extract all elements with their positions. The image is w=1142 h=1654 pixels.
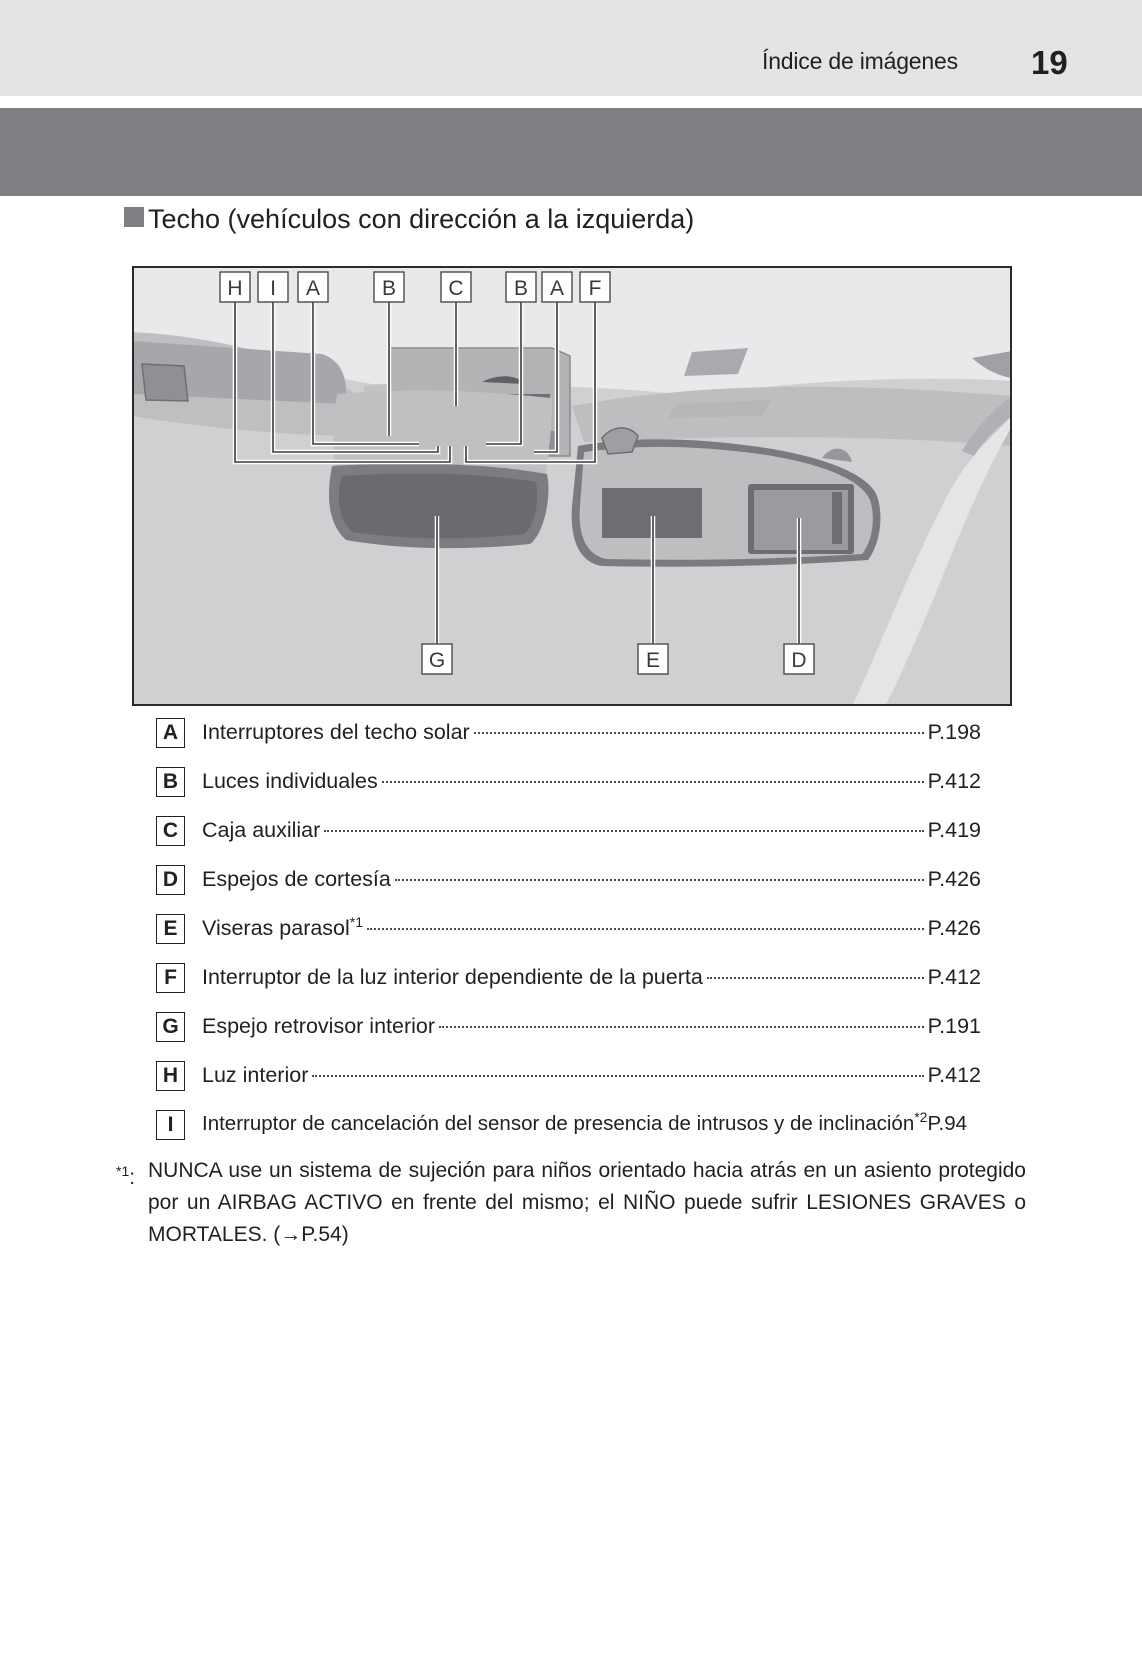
svg-text:B: B [513, 277, 529, 300]
svg-text:E: E [645, 649, 661, 672]
page-reference: P.419 [927, 818, 981, 842]
legend-letter: A [156, 718, 185, 748]
svg-text:F: F [588, 277, 602, 300]
legend-letter: G [156, 1012, 185, 1042]
page-reference: P.426 [927, 867, 981, 891]
legend-item-i [156, 1110, 986, 1142]
section-title-text: Techo (vehículos con dirección a la izquierda) [148, 204, 695, 234]
callout-h [220, 272, 250, 302]
callout-c [441, 272, 471, 302]
page-number: 19 [1031, 44, 1068, 81]
legend-label: Interruptor de la luz interior dependiente de la puerta [202, 965, 703, 989]
legend-label: Espejo retrovisor interior [202, 1014, 436, 1038]
legend-letter: B [156, 767, 185, 797]
svg-text:H: H [227, 277, 243, 300]
leader-dots [395, 879, 924, 881]
legend-label: Viseras parasol [202, 916, 350, 940]
legend-item-c [156, 816, 986, 848]
page-reference: P.198 [927, 720, 981, 744]
svg-text:B: B [381, 277, 397, 300]
section-banner [0, 108, 1142, 196]
legend-label: Interruptor de cancelación del sensor de presencia de intrusos y de inclinación [202, 1112, 915, 1135]
leader-dots [367, 928, 924, 930]
legend-letter: I [156, 1110, 185, 1140]
page-reference: P.94 [927, 1112, 967, 1135]
legend-letter: F [156, 963, 185, 993]
legend-item-g [156, 1012, 986, 1044]
callout-b-right [506, 272, 536, 302]
legend-label: Luces individuales [202, 769, 378, 793]
legend-label: Espejos de cortesía [202, 867, 391, 891]
leader-dots [474, 732, 924, 734]
callout-f [580, 272, 610, 302]
legend-letter: C [156, 816, 185, 846]
footnote-ref: *1 [349, 914, 364, 930]
footnote-text: NUNCA use un sistema de sujeción para niños orientado hacia atrás en un asiento protegido por un AIRBAG ACTIVO en frente del mismo; el NIÑO puede sufrir LESIONES GRAVES o MORTALES. (→P.54) [148, 1159, 1026, 1246]
leader-dots [382, 781, 924, 783]
callout-b-left [374, 272, 404, 302]
legend-label: Luz interior [202, 1063, 309, 1087]
legend-label: Interruptores del techo solar [202, 720, 470, 744]
leader-dots [439, 1026, 924, 1028]
page-reference: P.426 [927, 916, 981, 940]
footnote [116, 1155, 1026, 1251]
legend-item-e [156, 914, 986, 946]
svg-text:A: A [549, 277, 565, 300]
legend-item-h [156, 1061, 986, 1093]
legend-item-d [156, 865, 986, 897]
page-reference: P.191 [927, 1014, 981, 1038]
section-title [124, 204, 694, 235]
leader-dots [312, 1075, 923, 1077]
page-reference: P.412 [927, 965, 981, 989]
svg-text:G: G [428, 649, 446, 672]
callout-a-left [298, 272, 328, 302]
callout-d [784, 644, 814, 674]
svg-text:I: I [270, 277, 276, 300]
legend-letter: E [156, 914, 185, 944]
svg-text:C: C [448, 277, 464, 300]
svg-text:A: A [305, 277, 321, 300]
leader-dots [707, 977, 924, 979]
leader-dots [324, 830, 923, 832]
header-title: Índice de imágenes [762, 48, 958, 74]
footnote-ref: *2 [914, 1109, 928, 1125]
callout-i [258, 272, 288, 302]
legend-item-b [156, 767, 986, 799]
legend-letter: D [156, 865, 185, 895]
callout-a-right [542, 272, 572, 302]
svg-text:D: D [791, 649, 807, 672]
page-reference: P.412 [927, 769, 981, 793]
header-band [0, 0, 1142, 96]
legend-item-a [156, 718, 986, 750]
callout-e [638, 644, 668, 674]
legend-letter: H [156, 1061, 185, 1091]
page-reference: P.412 [927, 1063, 981, 1087]
legend-item-f [156, 963, 986, 995]
footnote-marker: $^{*1}$: [116, 1163, 136, 1189]
legend-label: Caja auxiliar [202, 818, 321, 842]
section-marker-icon [124, 207, 144, 227]
roof-illustration [132, 266, 1012, 706]
callout-g [422, 644, 452, 674]
